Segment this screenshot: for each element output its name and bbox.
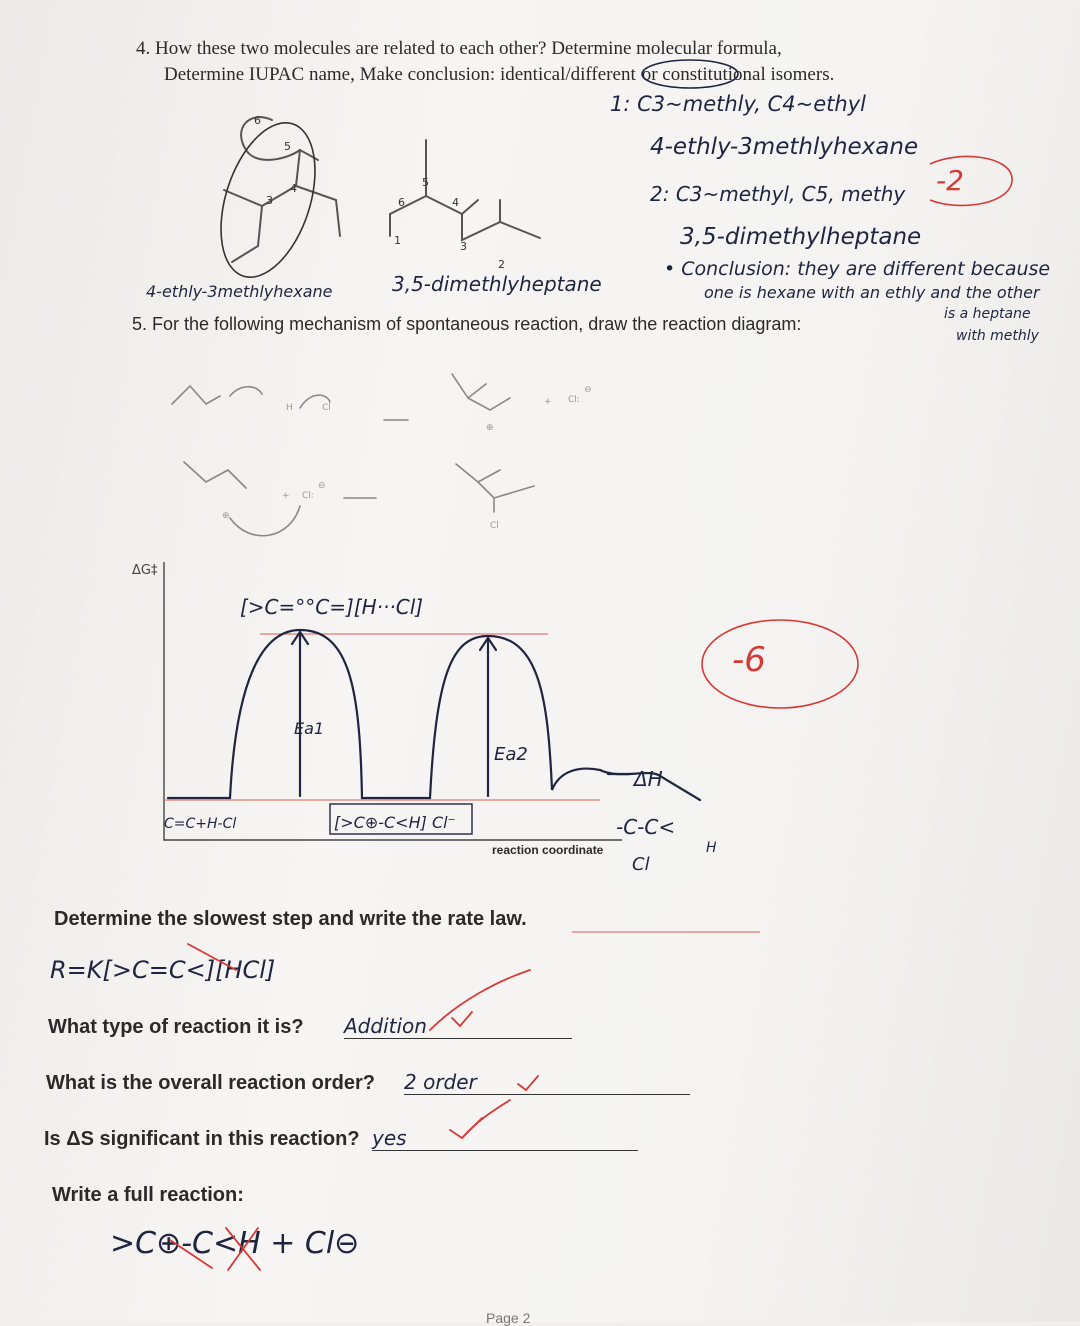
q5-type-answer: Addition <box>344 1014 572 1039</box>
q5-slowest-question: Determine the slowest step and write the rate law. <box>54 908 527 930</box>
diagram-intermediate: [>C⊕-C<H] Cl⁻ <box>334 813 456 832</box>
mech-cl-1: Cl <box>322 403 331 413</box>
carbon-label-8: 1 <box>394 234 401 247</box>
mech-h: H <box>286 403 293 413</box>
rate-law-strike <box>188 944 236 970</box>
q4-conclusion-line3: is a heptane <box>944 306 1031 322</box>
q4-answer1-name: 4-ethly-3methlyhexane <box>650 134 919 160</box>
q4-answer1-substituents: 1: C3~methly, C4~ethyl <box>610 92 866 116</box>
diagram-yaxis-label: ΔG‡ <box>132 563 158 578</box>
mech-neg-1: ⊖ <box>584 385 592 395</box>
diagram-product-cl: Cl <box>632 854 650 875</box>
q4-conclusion-line2: one is hexane with an ethly and the other <box>704 283 1040 302</box>
q5-order-answer: 2 order <box>404 1070 690 1095</box>
q5-full-reaction-answer: >C⊕-C<H + Cl⊖ <box>110 1226 360 1261</box>
q4-score: -2 <box>936 164 964 197</box>
mech-cl-anion-1: Cl: <box>568 395 580 405</box>
mech-plus-2: + <box>282 491 290 501</box>
q4-right-molecule-name: 3,5-dimethlyheptane <box>392 272 602 296</box>
q5-ds-question: Is ΔS significant in this reaction? <box>44 1128 360 1150</box>
carbon-label-9: 3 <box>460 240 467 253</box>
q4-conclusion-line1: • Conclusion: they are different because <box>664 258 1051 280</box>
ds-check <box>450 1118 482 1138</box>
diagram-xaxis-label: reaction coordinate <box>492 843 604 857</box>
order-check <box>518 1076 538 1090</box>
diagram-ea1: Ea1 <box>294 719 325 738</box>
q4-question-line1: 4. How these two molecules are related to each other? Determine molecular formula, <box>136 38 782 59</box>
full-strike-3 <box>228 1228 258 1270</box>
q5-full-reaction-question: Write a full reaction: <box>52 1184 244 1206</box>
mech-charge-2: ⊕ <box>222 511 230 521</box>
mech-cl-product: Cl <box>490 521 499 531</box>
q4-answer2-substituents: 2: C3~methyl, C5, methy <box>650 182 906 206</box>
diagram-product-h: H <box>706 840 717 856</box>
q4-line2-circled: different <box>570 64 636 85</box>
q5-type-question: What type of reaction it is? <box>48 1016 304 1038</box>
carbon-label-4: 3 <box>266 194 273 207</box>
q5-rate-law: R=K[>C=C<][HCl] <box>50 956 276 984</box>
diagram-dh: ΔH <box>634 767 663 791</box>
q5-ds-answer: yes <box>372 1126 638 1151</box>
carbon-label-10: 2 <box>498 258 505 271</box>
mech-neg-2: ⊖ <box>318 481 326 491</box>
ds-check-tail <box>462 1100 510 1138</box>
diagram-reactants: C=C+H-Cl <box>164 816 237 832</box>
diagram-ts-label: [>C=°°C=][H···Cl] <box>240 595 424 619</box>
q4-line2-start: Determine IUPAC name, Make conclusion: identical/ <box>164 64 571 85</box>
carbon-label-7: 4 <box>452 196 459 209</box>
mech-charge-1: ⊕ <box>486 423 494 433</box>
diagram-product: -C-C< <box>616 815 676 839</box>
mech-cl-anion-2: Cl: <box>302 491 314 501</box>
carbon-label-6: 5 <box>422 176 429 189</box>
carbon-label-3: 4 <box>290 182 297 195</box>
full-strike-1 <box>170 1240 212 1268</box>
q4-line2-end: or constitutional isomers. <box>641 64 835 85</box>
q4-answer2-name: 3,5-dimethylheptane <box>680 224 922 250</box>
carbon-label-2: 5 <box>284 140 291 153</box>
diagram-ea2: Ea2 <box>494 744 528 765</box>
rate-law-check <box>430 970 530 1030</box>
carbon-label-1: 6 <box>254 114 261 127</box>
q5-score: -6 <box>732 640 766 680</box>
q4-conclusion-line4: with methly <box>956 328 1039 344</box>
page-footer: Page 2 <box>486 1310 531 1326</box>
carbon-label-5: 6 <box>398 196 405 209</box>
q5-order-question: What is the overall reaction order? <box>46 1072 375 1094</box>
mech-plus-1: + <box>544 397 552 407</box>
q5-prompt: 5. For the following mechanism of spontaneous reaction, draw the reaction diagram: <box>132 314 802 334</box>
q4-left-molecule-name: 4-ethly-3methlyhexane <box>146 282 333 301</box>
type-check <box>452 1012 472 1026</box>
